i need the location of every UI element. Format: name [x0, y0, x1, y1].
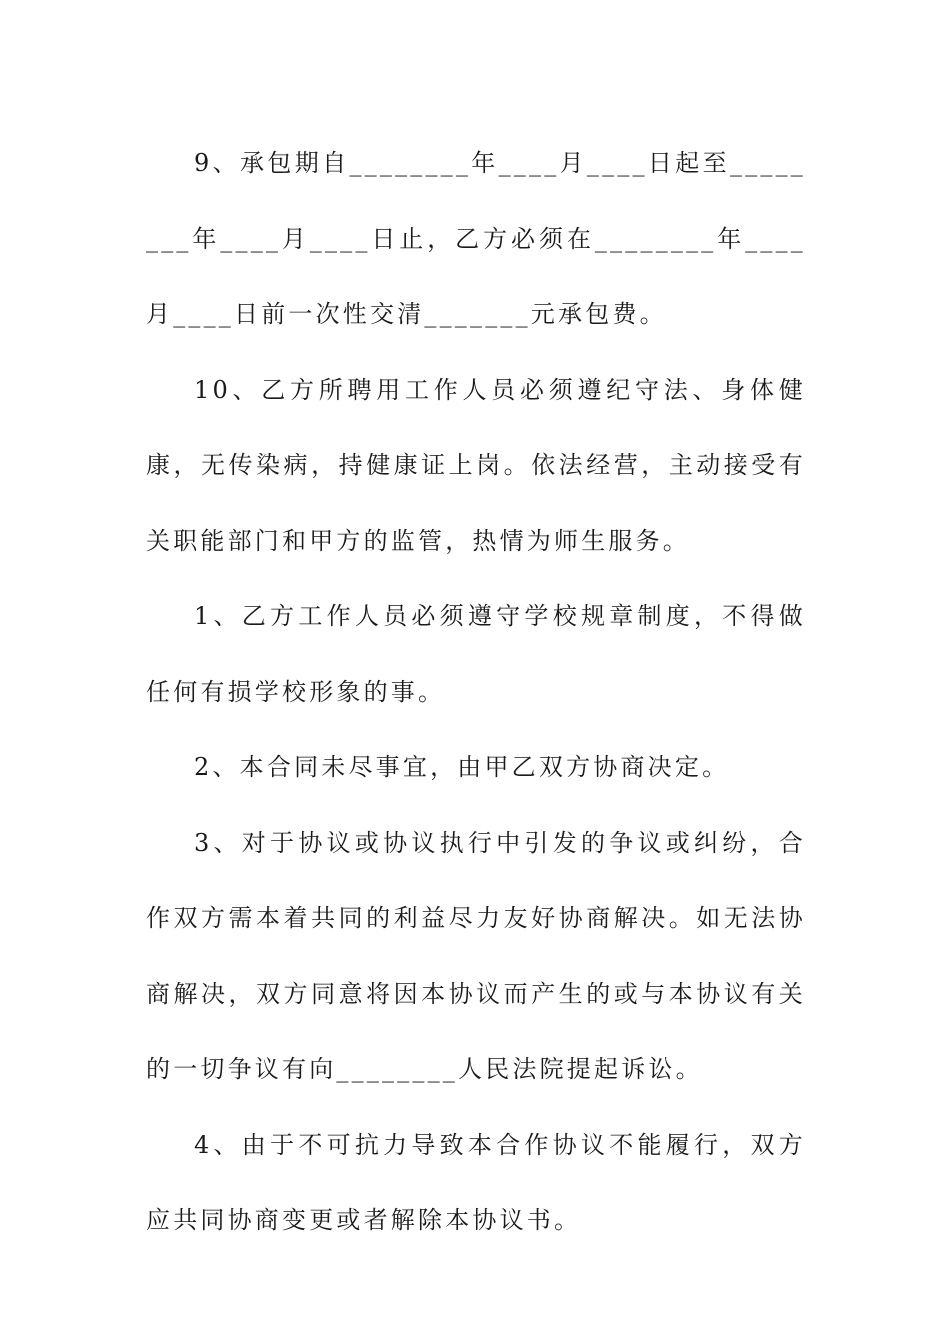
clause-9-term-and-fee: 9、承包期自________年____月____日起至________年____月____日止，乙方必须在________年____月____日前一次性交清_______元承包费。 [146, 149, 806, 328]
clause-2-unresolved-matters: 2、本合同未尽事宜，由甲乙双方协商决定。 [194, 753, 730, 781]
document-body [146, 126, 806, 1259]
clause-4-force-majeure: 4、由于不可抗力导致本合作协议不能履行，双方应共同协商变更或者解除本协议书。 [146, 1130, 806, 1234]
clause-10-staff-requirements: 10、乙方所聘用工作人员必须遵纪守法、身体健康，无传染病，持健康证上岗。依法经营，主动接受有关职能部门和甲方的监管，热情为师生服务。 [146, 375, 806, 555]
clause-1-school-rules: 1、乙方工作人员必须遵守学校规章制度，不得做任何有损学校形象的事。 [146, 602, 806, 706]
clause-3-dispute-resolution: 3、对于协议或协议执行中引发的争议或纠纷，合作双方需本着共同的利益尽力友好协商解决。如无法协商解决，双方同意将因本协议而产生的或与本协议有关的一切争议有向________人民法院提起诉讼。 [146, 828, 806, 1083]
